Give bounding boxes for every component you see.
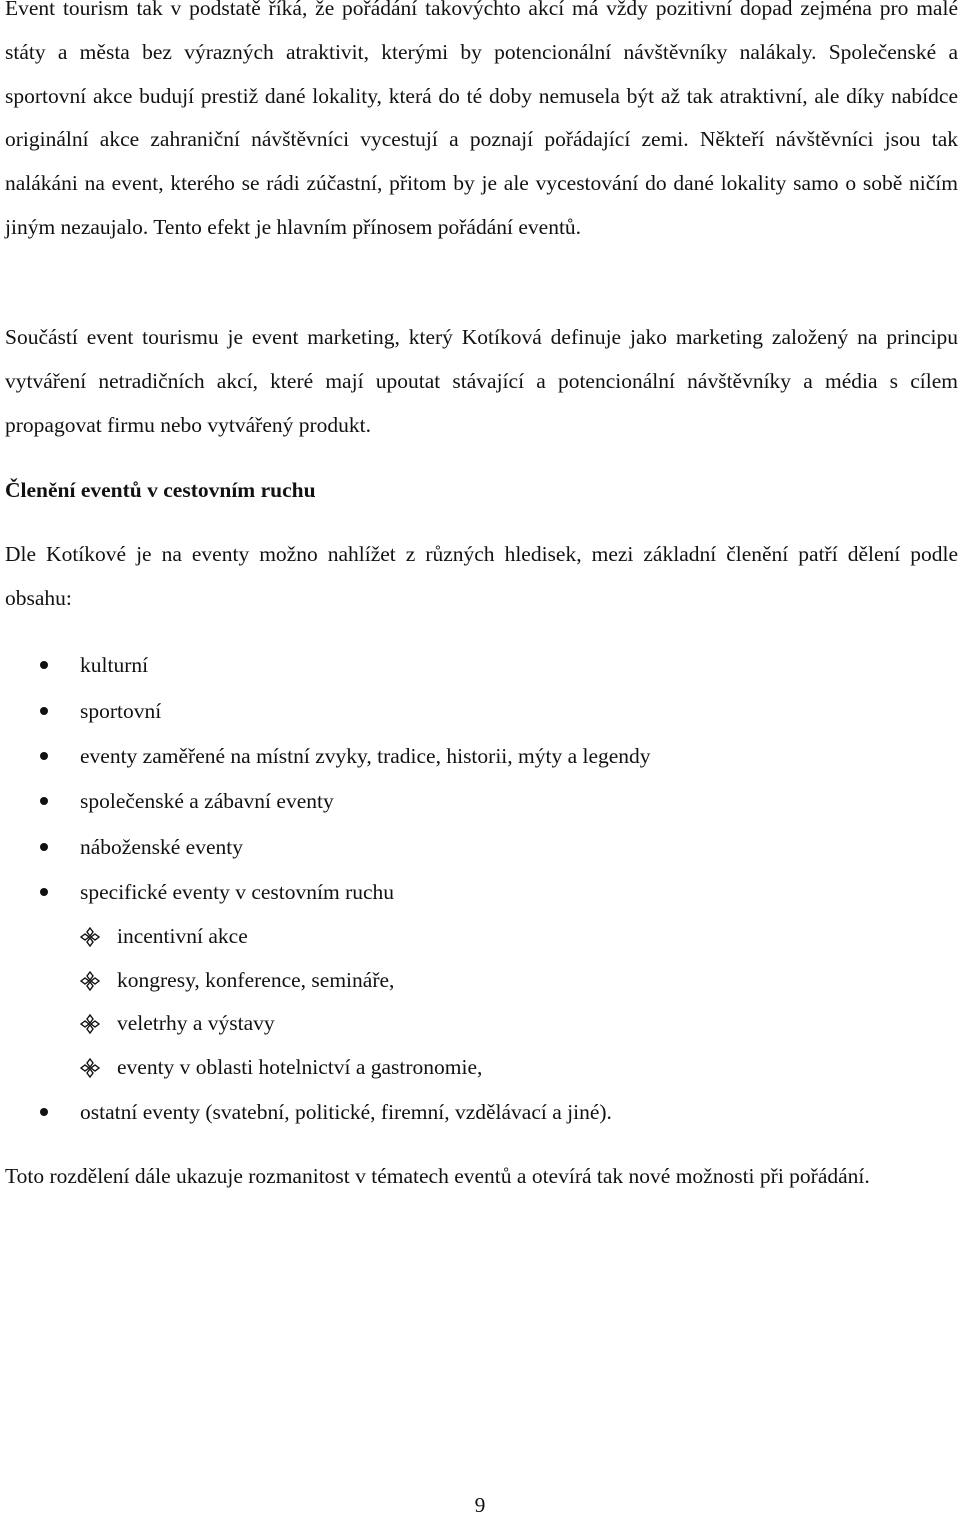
- list-item-label: sportovní: [80, 699, 162, 723]
- paragraph-classification-intro: Dle Kotíkové je na eventy možno nahlížet z různých hledisek, mezi základní členění patří dělení podle obsahu:: [5, 542, 958, 610]
- bullet-icon: [40, 888, 48, 896]
- bullet-icon: [40, 843, 48, 851]
- bullet-icon: [40, 1108, 48, 1116]
- diamond-bullet-icon: [80, 971, 100, 991]
- bullet-icon: [40, 661, 48, 669]
- page-number: 9: [474, 1493, 486, 1517]
- sub-list-item-label: eventy v oblasti hotelnictví a gastronomie,: [117, 1055, 483, 1079]
- list-item-label: kulturní: [80, 653, 149, 677]
- list-item-label: eventy zaměřené na místní zvyky, tradice, historii, mýty a legendy: [80, 744, 651, 768]
- list-item-label: specifické eventy v cestovním ruchu: [80, 880, 395, 904]
- sub-list-item-label: kongresy, konference, semináře,: [117, 968, 395, 992]
- diamond-bullet-icon: [80, 927, 100, 947]
- diamond-bullet-icon: [80, 1058, 100, 1078]
- list-item-label: ostatní eventy (svatební, politické, firemní, vzdělávací a jiné).: [80, 1100, 612, 1124]
- bullet-icon: [40, 797, 48, 805]
- sub-list-item-label: incentivní akce: [117, 924, 248, 948]
- list-item-label: náboženské eventy: [80, 835, 243, 859]
- bullet-icon: [40, 752, 48, 760]
- list-item-label: společenské a zábavní eventy: [80, 789, 334, 813]
- sub-list-item-label: veletrhy a výstavy: [117, 1011, 275, 1035]
- paragraph-event-marketing: Součástí event tourismu je event marketing, který Kotíková definuje jako marketing založený na principu vytváření netradičních akcí, které mají upoutat stávající a potencionální návštěvníky a média s cílem propagovat firmu nebo vytvářený produkt.: [5, 325, 958, 437]
- paragraph-conclusion: Toto rozdělení dále ukazuje rozmanitost v tématech eventů a otevírá tak nové možnosti při pořádání.: [5, 1164, 870, 1188]
- section-heading: Členění eventů v cestovním ruchu: [5, 478, 316, 502]
- diamond-bullet-icon: [80, 1014, 100, 1034]
- paragraph-event-tourism: Event tourism tak v podstatě říká, že pořádání takovýchto akcí má vždy pozitivní dopad zejména pro malé státy a města bez výrazných atraktivit, kterými by potencionální návštěvníky nalákaly. Společenské a sportovní akce budují prestiž dané lokality, která do té doby nemusela být až tak atraktivní, ale díky nabídce originální akce zahraniční návštěvníci vycestují a poznají pořádající zemi. Někteří návštěvníci jsou tak nalákáni na event, kterého se rádi zúčastní, přitom by je ale vycestování do dané lokality samo o sobě ničím jiným nezaujalo. Tento efekt je hlavním přínosem pořádání eventů.: [5, 0, 958, 239]
- bullet-icon: [40, 707, 48, 715]
